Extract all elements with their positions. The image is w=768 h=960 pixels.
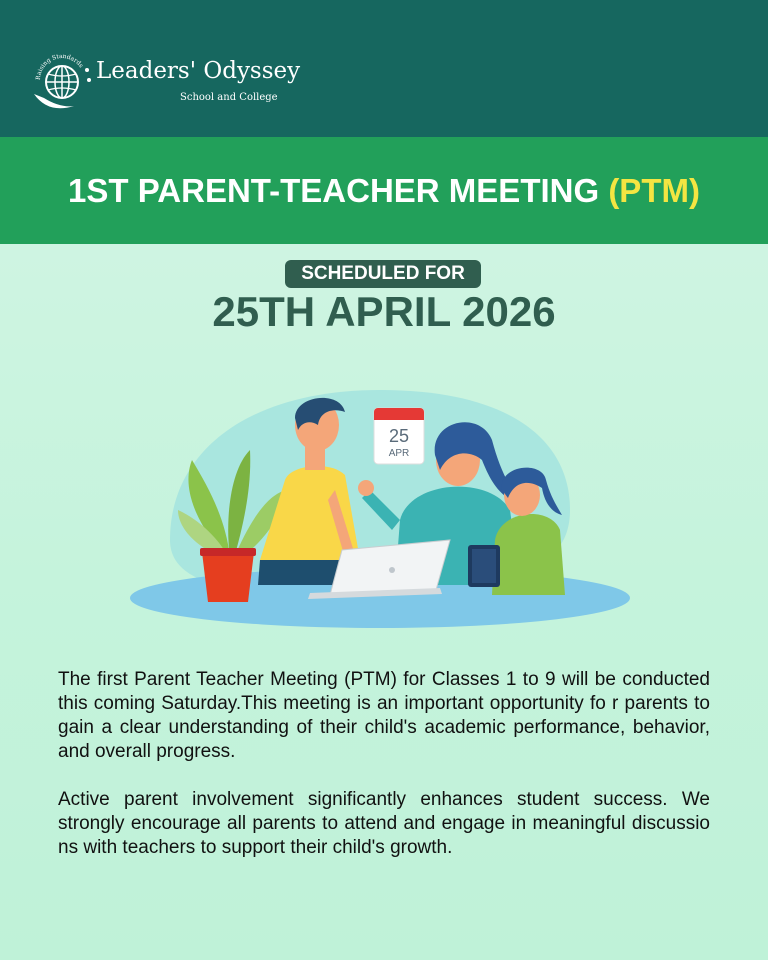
title-main: 1ST PARENT-TEACHER MEETING [68,171,609,209]
header-bar [0,0,768,137]
scheduled-for-badge: SCHEDULED FOR [285,260,481,288]
meeting-date: 25TH APRIL 2026 [212,288,556,335]
title-highlight: (PTM) [608,171,700,209]
calendar-day: 25 [388,426,410,446]
intro-paragraph: The first Parent Teacher Meeting (PTM) for Classes 1 to 9 will be conducted this coming Saturday.This meeting is an important opportunity fo r parents to gain a clear understanding of their child's academic performance, behavior, and overall progress. [58,669,710,762]
meeting-illustration [130,380,640,640]
globe-logo-icon [30,50,94,116]
calendar-icon [374,408,424,464]
school-logo[interactable] [30,50,300,116]
school-name: Leaders' Odyssey [96,58,301,84]
page-title [68,172,700,210]
title-banner [0,137,768,244]
involvement-paragraph: Active parent involvement significantly enhances student success. We strongly encourage all parents to attend and engage in meaningful discussio ns with teachers to support their child's growth. [58,789,710,858]
calendar-month: APR [388,448,410,459]
school-subtitle: School and College [180,92,278,103]
book-icon [468,545,500,587]
svg-text:Raising Standards: Raising Standards [34,52,85,81]
